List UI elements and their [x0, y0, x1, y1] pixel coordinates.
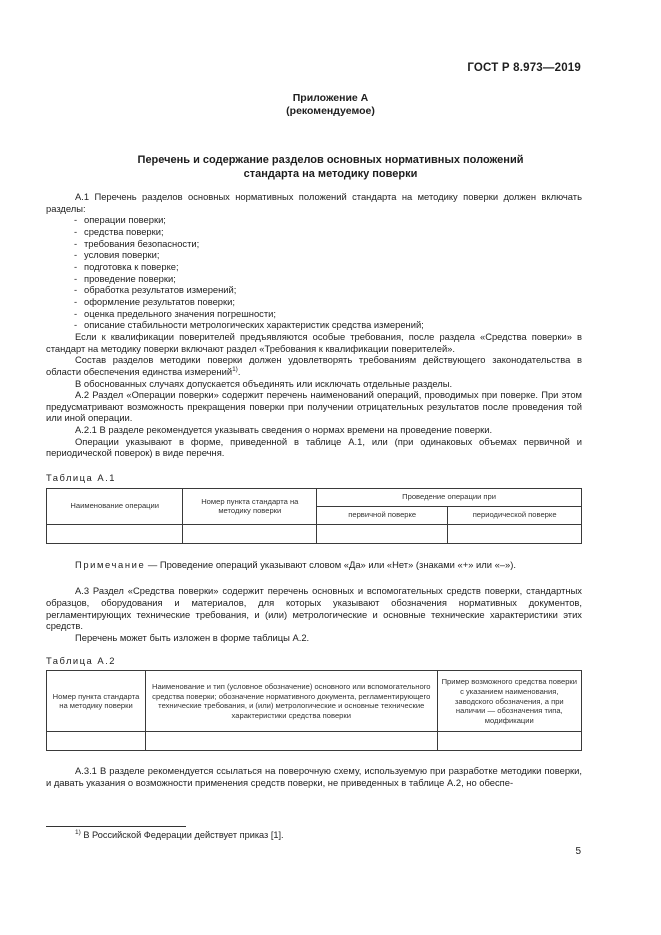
footnote-divider	[46, 826, 186, 827]
document-body	[46, 191, 582, 789]
table-a1-header-item: Номер пункта стандарта на методику поверки	[183, 488, 317, 524]
a1-qualification: Если к квалификации поверителей предъявляются особые требования, после раздела «Средства поверки» в стандарт на методику поверки включают раздел «Требования к квалификации поверителей».	[46, 330, 582, 354]
list-item-text: подготовка к поверке;	[84, 260, 179, 272]
list-item-text: оформление результатов поверки;	[84, 295, 235, 307]
page-number: 5	[575, 846, 581, 857]
list-dash: -	[74, 284, 78, 296]
table-a2-caption: Таблица А.2	[46, 654, 116, 666]
list-dash: -	[74, 295, 78, 307]
a2-paragraph-1: А.2 Раздел «Операции поверки» содержит перечень наименований операций, проводимых при поверке. При этом предусматривают возможность прекращения поверки при получении отрицательных результатов после проведения той или иной операции.	[46, 389, 582, 424]
a1-composition-text: Состав разделов методики поверки должен удовлетворять требованиям действующего законодательства в области обеспечения единства измерений	[46, 354, 582, 377]
a1-composition-end: .	[237, 365, 241, 377]
a31-paragraph: А.3.1 В разделе рекомендуется ссылаться на поверочную схему, используемую при разработке методики поверки, и давать указания о возможности применения средств поверки, не приведенных в таблице А.2, но обеспе-	[46, 765, 582, 788]
table-row	[47, 732, 582, 751]
list-dash: -	[74, 237, 78, 249]
table-a1-note	[46, 559, 582, 571]
list-item-text: условия поверки;	[84, 249, 160, 261]
table-a2-cell	[437, 732, 581, 751]
table-a1-header-conduct: Проведение операции при	[317, 488, 582, 506]
a3-paragraph-2: Перечень может быть изложен в форме таблицы А.2.	[75, 632, 310, 644]
footnote	[75, 830, 284, 840]
list-item	[46, 214, 582, 226]
list-dash: -	[74, 249, 78, 261]
list-dash: -	[74, 225, 78, 237]
sections-list	[46, 214, 582, 331]
table-a2-cell	[145, 732, 437, 751]
table-a2-header-name: Наименование и тип (условное обозначение) основного или вспомогательного средства поверки; обозначение нормативного документа, регламентирующего технические требования, и (или) метрологические и основные технические характеристики средства поверки	[145, 671, 437, 732]
list-item	[46, 261, 582, 273]
table-a1-cell	[47, 524, 183, 543]
a1-intro: А.1 Перечень разделов основных нормативных положений стандарта на методику поверки должен включать разделы:	[46, 191, 582, 214]
section-heading	[0, 153, 661, 181]
list-dash: -	[74, 319, 78, 331]
list-item	[46, 296, 582, 308]
footnote-mark: 1)	[75, 828, 81, 836]
table-a1	[46, 488, 582, 544]
list-item	[46, 249, 582, 261]
table-a2-header-example: Пример возможного средства поверки с указанием наименования, заводского обозначения, а при наличии — обозначения типа, модификации	[437, 671, 581, 732]
list-item	[46, 308, 582, 320]
list-item	[46, 273, 582, 285]
table-a1-cell	[183, 524, 317, 543]
table-row	[47, 524, 582, 543]
list-item	[46, 319, 582, 331]
a3-paragraph-1: А.3 Раздел «Средства поверки» содержит перечень основных и вспомогательных средств поверки, стандартных образцов, оборудования и материалов, для которых указывают обозначения нормативных документов, регламентирующих технические требования, и (или) метрологические и основные технические характеристики этих средств.	[46, 585, 582, 632]
a1-composition	[46, 354, 582, 377]
table-a1-header-name: Наименование операции	[47, 488, 183, 524]
list-item-text: операции поверки;	[84, 214, 166, 226]
table-a2-header-item: Номер пункта стандарта на методику поверки	[47, 671, 146, 732]
annex-title: Приложение А	[292, 92, 369, 104]
annex-heading	[0, 92, 661, 118]
table-a1-header-periodic: периодической поверке	[448, 506, 582, 524]
list-item-text: обработка результатов измерений;	[84, 284, 237, 296]
list-item-text: оценка предельного значения погрешности;	[84, 307, 276, 319]
section-title-line2: стандарта на методику поверки	[243, 168, 418, 180]
table-a1-caption: Таблица А.1	[46, 472, 116, 484]
note-label: Примечание	[75, 558, 146, 570]
list-item	[46, 238, 582, 250]
table-a1-cell	[448, 524, 582, 543]
list-item	[46, 284, 582, 296]
footnote-text: В Российской Федерации действует приказ [1].	[80, 830, 284, 840]
list-item-text: проведение поверки;	[84, 272, 176, 284]
table-a1-cell	[317, 524, 448, 543]
standard-code: ГОСТ Р 8.973—2019	[467, 62, 581, 74]
table-a2-cell	[47, 732, 146, 751]
a1-justified: В обоснованных случаях допускается объединять или исключать отдельные разделы.	[75, 377, 453, 389]
a2-paragraph-3: Операции указывают в форме, приведенной в таблице А.1, или (при одинаковых объемах первичной и периодической поверок) в виде перечня.	[46, 435, 582, 459]
list-dash: -	[74, 214, 78, 226]
section-title-line1: Перечень и содержание разделов основных нормативных положений	[137, 154, 524, 166]
a2-paragraph-2: А.2.1 В разделе рекомендуется указывать сведения о нормах времени на проведение поверки.	[75, 424, 493, 436]
note-text: — Проведение операций указывают словом «Да» или «Нет» (знаками «+» или «–»).	[145, 558, 516, 570]
list-dash: -	[74, 307, 78, 319]
footnote-ref[interactable]: 1)	[232, 365, 238, 373]
list-dash: -	[74, 260, 78, 272]
list-item-text: требования безопасности;	[84, 237, 200, 249]
table-a1-header-primary: первичной поверке	[317, 506, 448, 524]
list-item-text: средства поверки;	[84, 225, 164, 237]
list-item	[46, 226, 582, 238]
table-a2	[46, 670, 582, 751]
annex-subtitle: (рекомендуемое)	[286, 105, 375, 117]
list-dash: -	[74, 272, 78, 284]
list-item-text: описание стабильности метрологических характеристик средства измерений;	[84, 319, 424, 331]
